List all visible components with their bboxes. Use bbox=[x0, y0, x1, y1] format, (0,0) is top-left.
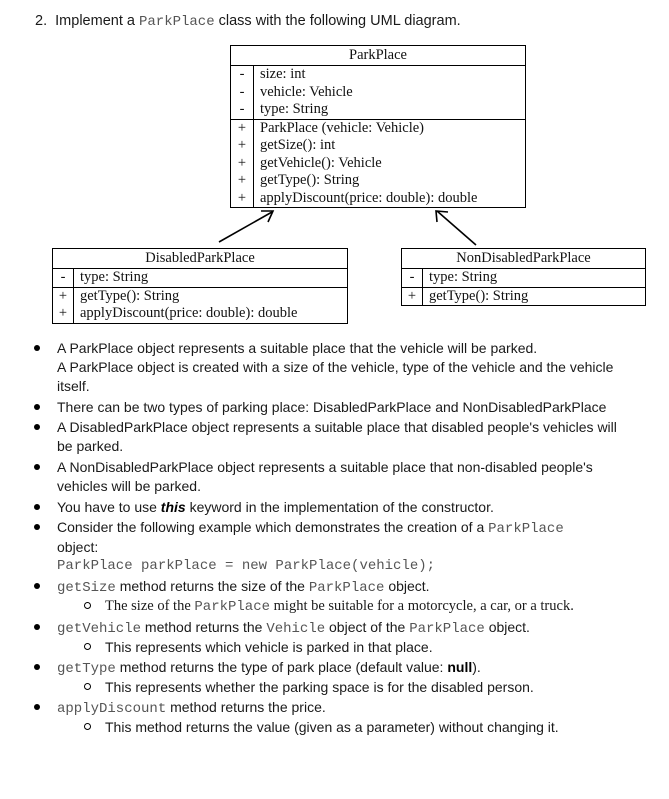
bullet-text: be parked. bbox=[57, 438, 124, 454]
arrow-nondisabled-to-parkplace bbox=[437, 211, 476, 245]
keyword-this: this bbox=[160, 499, 186, 515]
bullet-text: A ParkPlace object represents a suitable place that the vehicle will be parked. bbox=[57, 340, 538, 356]
visibility-marker: + bbox=[53, 288, 74, 306]
method-text: getVehicle(): Vehicle bbox=[260, 154, 382, 171]
bullet-text: getType method returns the type of park place (default value: null). bbox=[57, 659, 481, 677]
visibility-marker: + bbox=[402, 288, 423, 306]
bullet-dot bbox=[34, 524, 40, 530]
sub-bullet-text: This represents which vehicle is parked in that place. bbox=[105, 639, 433, 655]
uml-attribute-row bbox=[231, 101, 525, 119]
uml-method-row bbox=[231, 190, 525, 208]
bullet-text: Consider the following example which demonstrates the creation of a ParkPlace bbox=[57, 519, 564, 537]
sub-bullet-circle bbox=[84, 602, 91, 609]
method-text: getSize(): int bbox=[260, 137, 336, 153]
method-text: getType(): String bbox=[260, 172, 360, 188]
bullet-text: There can be two types of parking place: DisabledParkPlace and NonDisabledParkPlace bbox=[57, 399, 607, 415]
uml-method-row bbox=[231, 137, 525, 155]
uml-method-row bbox=[53, 305, 347, 323]
bullet-dot bbox=[34, 424, 40, 430]
inline-code: getSize bbox=[57, 580, 116, 596]
bullet-text: itself. bbox=[57, 378, 90, 394]
uml-attribute-row bbox=[231, 84, 525, 102]
uml-methods bbox=[231, 120, 525, 208]
bullet-dot bbox=[34, 504, 40, 510]
uml-method-row bbox=[231, 120, 525, 138]
bullet-dot bbox=[34, 664, 40, 670]
visibility-marker: + bbox=[231, 120, 254, 138]
uml-class-name: NonDisabledParkPlace bbox=[402, 249, 645, 269]
visibility-marker: + bbox=[231, 155, 254, 173]
method-text: getType(): String bbox=[429, 287, 529, 304]
bullet-dot bbox=[34, 404, 40, 410]
uml-methods bbox=[402, 288, 645, 306]
bullet-dot bbox=[34, 464, 40, 470]
null-keyword: null bbox=[447, 659, 473, 675]
sub-bullet-text: The size of the ParkPlace might be suitable for a motorcycle, a car, or a truck. bbox=[105, 598, 574, 615]
uml-method-row bbox=[231, 155, 525, 173]
sub-bullet-text: This represents whether the parking space is for the disabled person. bbox=[105, 679, 534, 695]
attribute-text: vehicle: Vehicle bbox=[260, 83, 353, 100]
bullet-text: getVehicle method returns the Vehicle object of the ParkPlace object. bbox=[57, 619, 530, 637]
uml-class-name: DisabledParkPlace bbox=[53, 249, 347, 269]
inline-code: ParkPlace bbox=[488, 521, 564, 537]
sub-bullet-circle bbox=[84, 683, 91, 690]
bullet-text: A NonDisabledParkPlace object represents a suitable place that non-disabled people's bbox=[57, 459, 593, 475]
uml-method-row bbox=[53, 288, 347, 306]
visibility-marker: - bbox=[231, 84, 254, 102]
heading-prefix: Implement a bbox=[55, 13, 139, 29]
bullet-dot bbox=[34, 704, 40, 710]
uml-class-name: ParkPlace bbox=[231, 46, 525, 66]
uml-attribute-row bbox=[53, 269, 347, 287]
arrow-disabled-to-parkplace bbox=[219, 212, 272, 242]
sub-bullet-text: This method returns the value (given as a parameter) without changing it. bbox=[105, 719, 559, 735]
inline-code: Vehicle bbox=[266, 621, 326, 637]
bullet-dot bbox=[34, 624, 40, 630]
inline-code: ParkPlace bbox=[409, 621, 485, 637]
sub-bullet-circle bbox=[84, 643, 91, 650]
inline-code: ParkPlace bbox=[308, 580, 385, 596]
bullet-dot bbox=[34, 345, 40, 351]
method-text: ParkPlace (vehicle: Vehicle) bbox=[260, 119, 424, 136]
sub-bullet-circle bbox=[84, 723, 91, 730]
bullet-text: applyDiscount method returns the price. bbox=[57, 699, 326, 717]
heading-class-code: ParkPlace bbox=[138, 14, 215, 30]
visibility-marker: - bbox=[231, 66, 254, 84]
uml-class-parkplace bbox=[230, 45, 526, 208]
inline-code: getType bbox=[57, 661, 116, 677]
visibility-marker: + bbox=[231, 172, 254, 190]
method-text: getType(): String bbox=[80, 287, 180, 304]
bullet-text: vehicles will be parked. bbox=[57, 478, 201, 494]
bullet-text: object: bbox=[57, 539, 99, 555]
inline-code: applyDiscount bbox=[57, 701, 167, 717]
uml-methods bbox=[53, 288, 347, 323]
code-example: ParkPlace parkPlace = new ParkPlace(vehicle); bbox=[57, 558, 436, 574]
inline-code: ParkPlace bbox=[194, 599, 271, 615]
uml-attributes bbox=[402, 269, 645, 288]
method-text: applyDiscount(price: double): double bbox=[80, 305, 298, 321]
uml-class-nondisabledparkplace bbox=[401, 248, 646, 306]
visibility-marker: + bbox=[231, 137, 254, 155]
heading-suffix: class with the following UML diagram. bbox=[214, 13, 461, 29]
uml-method-row bbox=[231, 172, 525, 190]
uml-attributes bbox=[53, 269, 347, 288]
attribute-text: type: String bbox=[80, 269, 149, 285]
uml-method-row bbox=[402, 288, 645, 306]
question-number: 2. bbox=[35, 13, 48, 29]
visibility-marker: + bbox=[53, 305, 74, 323]
uml-attribute-row bbox=[402, 269, 645, 287]
bullet-text: You have to use this keyword in the implementation of the constructor. bbox=[57, 499, 494, 515]
bullet-dot bbox=[34, 583, 40, 589]
visibility-marker: - bbox=[53, 269, 74, 287]
bullet-text: A DisabledParkPlace object represents a suitable place that disabled people's vehicles will bbox=[57, 419, 617, 435]
bullet-text: getSize method returns the size of the ParkPlace object. bbox=[57, 578, 430, 596]
uml-attributes bbox=[231, 66, 525, 120]
attribute-text: type: String bbox=[260, 101, 329, 117]
inline-code: getVehicle bbox=[57, 621, 142, 637]
bullet-text: A ParkPlace object is created with a size of the vehicle, type of the vehicle and the vehicle bbox=[57, 359, 614, 375]
visibility-marker: + bbox=[231, 190, 254, 208]
uml-attribute-row bbox=[231, 66, 525, 84]
visibility-marker: - bbox=[231, 101, 254, 119]
attribute-text: type: String bbox=[429, 269, 498, 285]
visibility-marker: - bbox=[402, 269, 423, 287]
method-text: applyDiscount(price: double): double bbox=[260, 189, 478, 206]
attribute-text: size: int bbox=[260, 66, 306, 82]
uml-class-disabledparkplace bbox=[52, 248, 348, 324]
